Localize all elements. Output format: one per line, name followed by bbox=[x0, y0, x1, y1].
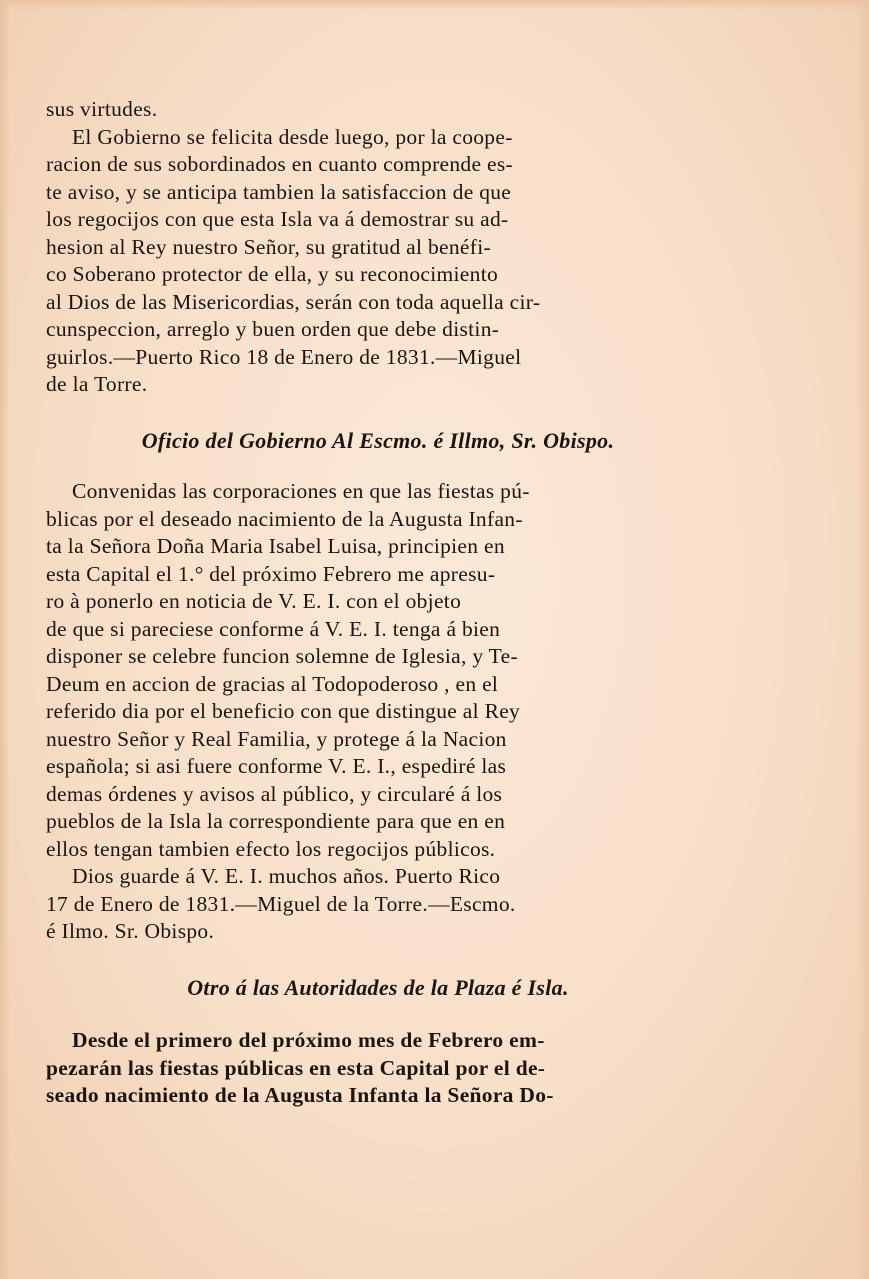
text-line: seado nacimiento de la Augusta Infanta la Señora Do- bbox=[46, 1083, 554, 1107]
text-line: esta Capital el 1.° del próximo Febrero me apresu- bbox=[46, 561, 496, 586]
text-line: ellos tengan tambien efecto los regocijos públicos. bbox=[46, 836, 496, 861]
text-line: racion de sus sobordinados en cuanto comprende es- bbox=[46, 152, 513, 176]
text-line: pueblos de la Isla la correspondiente para que en en bbox=[46, 809, 506, 833]
section-heading-otro: Otro á las Autoridades de la Plaza é Isla. bbox=[187, 974, 569, 1000]
text-line: los regocijos con que esta Isla va á demostrar su ad- bbox=[46, 207, 509, 231]
text-line: de la Torre. bbox=[46, 372, 148, 396]
text-line: El Gobierno se felicita desde luego, por la coope- bbox=[72, 124, 513, 149]
text-line: cunspeccion, arreglo y buen orden que debe distin- bbox=[46, 317, 500, 341]
page-edge-shadow-top bbox=[0, 0, 869, 10]
text-line: española; si asi fuere conforme V. E. I., espediré las bbox=[46, 754, 507, 778]
text-line: ta la Señora Doña Maria Isabel Luisa, principien en bbox=[46, 534, 505, 558]
text-line: Desde el primero del próximo mes de Febrero em- bbox=[72, 1028, 545, 1052]
text-line: 17 de Enero de 1831.—Miguel de la Torre.—Escmo. bbox=[46, 891, 516, 916]
text-line: de que si pareciese conforme á V. E. I. tenga á bien bbox=[46, 616, 501, 641]
text-line: ro à ponerlo en noticia de V. E. I. con el objeto bbox=[46, 589, 462, 613]
text-line: al Dios de las Misericordias, serán con toda aquella cir- bbox=[46, 289, 541, 314]
page-edge-shadow-left bbox=[0, 0, 10, 1279]
section-closing-notice bbox=[46, 96, 710, 399]
text-line: hesion al Rey nuestro Señor, su gratitud al benéfi- bbox=[46, 234, 491, 259]
text-line: Deum en accion de gracias al Todopoderoso , en el bbox=[46, 671, 499, 696]
text-line: guirlos.—Puerto Rico 18 de Enero de 1831.—Miguel bbox=[46, 344, 522, 369]
section-heading-oficio: Oficio del Gobierno Al Escmo. é Illmo, Sr. Obispo. bbox=[141, 427, 615, 453]
text-line: referido dia por el beneficio con que distingue al Rey bbox=[46, 699, 521, 723]
text-line: sus virtudes. bbox=[46, 97, 158, 121]
text-line: Dios guarde á V. E. I. muchos años. Puerto Rico bbox=[72, 864, 501, 888]
text-line: disponer se celebre funcion solemne de Iglesia, y Te- bbox=[46, 644, 518, 668]
text-line: demas órdenes y avisos al público, y circularé á los bbox=[46, 781, 503, 806]
document-body bbox=[46, 96, 710, 1110]
text-line: Convenidas las corporaciones en que las fiestas pú- bbox=[72, 479, 530, 503]
text-line: é Ilmo. Sr. Obispo. bbox=[46, 919, 215, 943]
text-line: co Soberano protector de ella, y su reconocimiento bbox=[46, 262, 499, 286]
page-edge-shadow-right bbox=[857, 0, 869, 1279]
text-line: te aviso, y se anticipa tambien la satisfaccion de que bbox=[46, 179, 512, 204]
text-line: nuestro Señor y Real Familia, y protege á la Nacion bbox=[46, 726, 507, 751]
text-line: pezarán las fiestas públicas en esta Capital por el de- bbox=[46, 1055, 546, 1080]
section-otro-body bbox=[46, 1027, 710, 1110]
section-oficio-body bbox=[46, 478, 710, 946]
text-line: blicas por el deseado nacimiento de la Augusta Infan- bbox=[46, 506, 523, 531]
